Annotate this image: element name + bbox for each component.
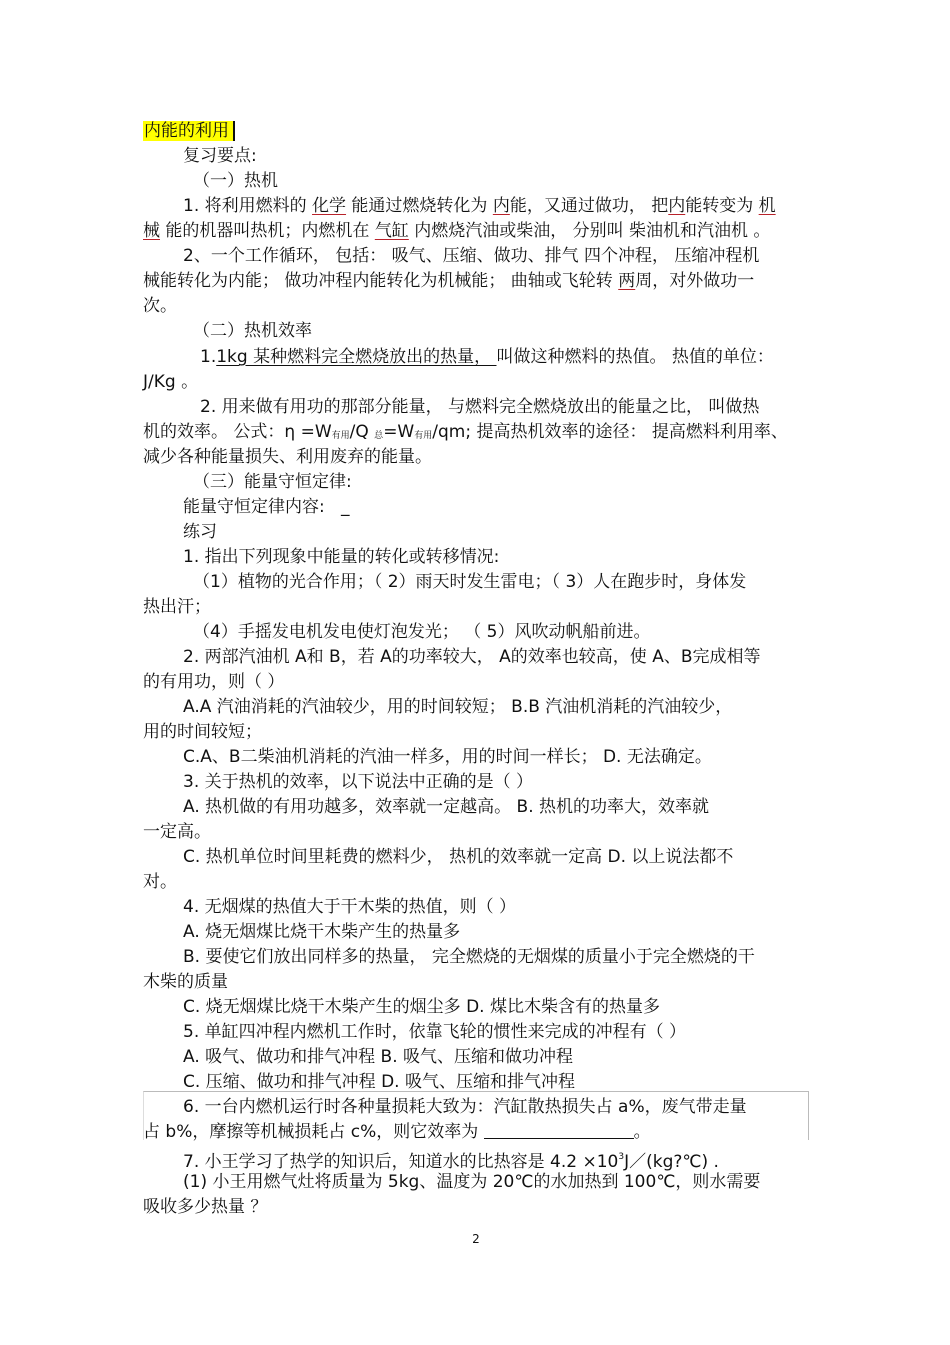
- paragraph-line: [143, 220, 770, 244]
- text-run: 能转变为: [685, 196, 759, 216]
- option-line: C. 压缩、做功和排气冲程 D. 吸气、压缩和排气冲程: [183, 1072, 575, 1092]
- paragraph-line: [200, 346, 774, 370]
- question-6: 6. 一台内燃机运行时各种量损耗大致为：汽缸散热损失占 a%，废气带走量: [183, 1097, 747, 1117]
- title-highlight: 内能的利用: [143, 121, 235, 141]
- underlined-term: 气缸: [374, 221, 409, 241]
- review-heading: 复习要点:: [183, 146, 257, 166]
- subscript: 有用: [414, 431, 433, 441]
- paragraph-line: 2. 用来做有用功的那部分能量， 与燃料完全燃烧放出的能量之比， 叫做热: [200, 397, 760, 417]
- question-line: （1）植物的光合作用；（ 2）雨天时发生雷电；（ 3）人在跑步时，身体发: [193, 572, 747, 592]
- text-run: 械能转化为内能； 做功冲程内能转化为机械能； 曲轴或飞轮转: [143, 271, 619, 291]
- question-7: [183, 1146, 719, 1170]
- underlined-term: 内: [668, 196, 686, 216]
- question-line: （4）手摇发电机发电使灯泡发光； （ 5）风吹动帆船前进。: [193, 622, 651, 642]
- underlined-term: 械: [143, 221, 160, 241]
- underlined-definition: 1kg 某种燃料完全燃烧放出的热量，: [216, 347, 497, 367]
- option-line: B. 要使它们放出同样多的热量， 完全燃烧的无烟煤的质量小于完全燃烧的干: [183, 947, 755, 967]
- option-line: 木柴的质量: [143, 972, 228, 992]
- paragraph-line: [183, 496, 349, 520]
- text-run: J／(kg?℃) .: [624, 1152, 719, 1172]
- doc-title: [143, 120, 235, 144]
- option-line: C. 烧无烟煤比烧干木柴产生的烟尘多 D. 煤比木柴含有的热量多: [183, 997, 660, 1017]
- text-run: 能，又通过做功， 把: [509, 196, 669, 216]
- subscript: 有用: [331, 431, 350, 441]
- paragraph-line: [183, 195, 776, 219]
- option-line: C.A、B二柴油机消耗的汽油一样多，用的时间一样长； D. 无法确定。: [183, 747, 712, 767]
- underlined-term: 化学: [312, 196, 347, 216]
- question-2: 2. 两部汽油机 A和 B，若 A的功率较大， A的效率也较高，使 A、B完成相等: [183, 647, 761, 667]
- question-4: 4. 无烟煤的热值大于干木柴的热值，则（ ）: [183, 897, 517, 917]
- question-5: 5. 单缸四冲程内燃机工作时，依靠飞轮的惯性来完成的冲程有（ ）: [183, 1022, 687, 1042]
- paragraph-line: 2、一个工作循环， 包括： 吸气、压缩、做功、排气 四个冲程， 压缩冲程机: [183, 246, 760, 266]
- page-number: 2: [472, 1232, 480, 1246]
- answer-blank: _: [340, 497, 350, 517]
- question-line: [143, 1121, 651, 1145]
- text-run: 占 b%，摩擦等机械损耗占 c%，则它效率为: [143, 1122, 484, 1142]
- text-run: =W: [383, 422, 415, 442]
- section-heading-heat-engine: （一）热机: [193, 171, 278, 191]
- text-run: 能通过燃烧转化为: [346, 196, 493, 216]
- option-line: 一定高。: [143, 822, 211, 842]
- paragraph-line: 减少各种能量损失、利用废弃的能量。: [143, 447, 432, 467]
- paragraph-line: 次。: [143, 296, 177, 316]
- section-heading-conservation: （三）能量守恒定律:: [193, 472, 352, 492]
- section-heading-efficiency: （二）热机效率: [193, 321, 312, 341]
- text-run: 内燃烧汽油或柴油， 分别叫 柴油机和汽油机 。: [408, 221, 771, 241]
- option-line: C. 热机单位时间里耗费的燃料少， 热机的效率就一定高 D. 以上说法都不: [183, 847, 734, 867]
- practice-heading: 练习: [183, 522, 217, 542]
- option-line: A. 吸气、做功和排气冲程 B. 吸气、压缩和做功冲程: [183, 1047, 574, 1067]
- paragraph-line: J/Kg 。: [143, 372, 199, 392]
- question-line: 热出汗；: [143, 597, 211, 617]
- question-line: 吸收多少热量 ？: [143, 1197, 268, 1217]
- text-run: 机的效率。 公式：η =W: [143, 422, 332, 442]
- text-run: /qm; 提高热机效率的途径： 提高燃料利用率、: [432, 422, 788, 442]
- underlined-term: 机: [758, 196, 776, 216]
- option-line: 用的时间较短；: [143, 722, 262, 742]
- text-run: 能的机器叫热机；内燃机在: [160, 221, 375, 241]
- text-run: 叫做这种燃料的热值。 热值的单位：: [496, 347, 774, 367]
- paragraph-line: [143, 270, 754, 294]
- question-line: 的有用功，则（ ）: [143, 672, 285, 692]
- option-line: 对。: [143, 872, 177, 892]
- text-run: /Q: [349, 422, 375, 442]
- text-run: 能量守恒定律内容:: [183, 497, 325, 517]
- text-run: 。: [633, 1122, 651, 1142]
- text-run: 1. 将利用燃料的: [183, 196, 313, 216]
- question-line: (1) 小王用燃气灶将质量为 5kg、温度为 20℃的水加热到 100℃，则水需要: [183, 1172, 761, 1192]
- option-line: A.A 汽油消耗的汽油较少，用的时间较短； B.B 汽油机消耗的汽油较少，: [183, 697, 733, 717]
- superscript: 3: [618, 1152, 625, 1162]
- question-3: 3. 关于热机的效率，以下说法中正确的是（ ）: [183, 772, 534, 792]
- text-run: 1.: [200, 347, 217, 367]
- option-line: A. 烧无烟煤比烧干木柴产生的热量多: [183, 922, 461, 942]
- underlined-term: 两: [618, 271, 636, 291]
- option-line: A. 热机做的有用功越多，效率就一定越高。 B. 热机的功率大，效率就: [183, 797, 710, 817]
- formula-line: [143, 421, 788, 445]
- underlined-term: 内: [492, 196, 510, 216]
- question-1: 1. 指出下列现象中能量的转化或转移情况:: [183, 547, 500, 567]
- text-run: 7. 小王学习了热学的知识后，知道水的比热容是 4.2 ×10: [183, 1152, 619, 1172]
- answer-blank-line: [484, 1124, 634, 1139]
- text-run: 周，对外做功一: [635, 271, 755, 291]
- subscript: 总: [374, 431, 384, 441]
